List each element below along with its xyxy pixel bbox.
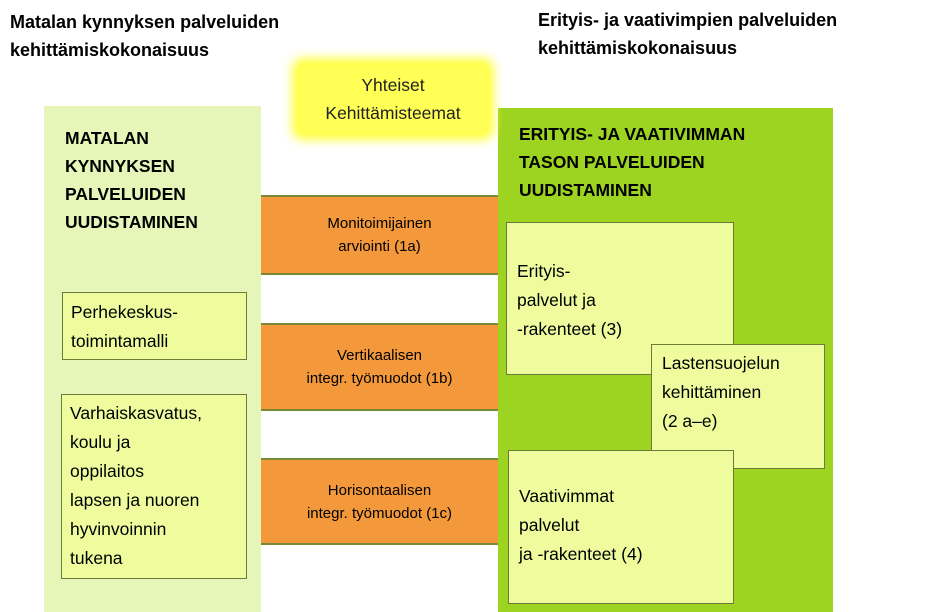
box-text-line: hyvinvoinnin [70, 519, 167, 539]
left-heading-line-1: Matalan kynnyksen palveluiden [10, 12, 280, 32]
band-text-line: arviointi (1a) [338, 238, 421, 255]
left-section-heading [10, 8, 430, 64]
common-themes-line-1: Yhteiset [361, 75, 425, 95]
early-education-box [61, 394, 247, 579]
left-title-line: PALVELUIDEN [65, 184, 186, 204]
box-text-line: Varhaiskasvatus, [70, 403, 202, 423]
box-text-line: oppilaitos [70, 461, 144, 481]
left-heading-line-2: kehittämiskokonaisuus [10, 40, 210, 60]
box-text-line: Lastensuojelun [662, 353, 780, 373]
left-title-line: UUDISTAMINEN [65, 212, 198, 232]
band-text-line: integr. työmuodot (1c) [306, 504, 453, 522]
right-heading-line-2: kehittämiskokonaisuus [538, 38, 738, 58]
box-text-line: -rakenteet (3) [517, 319, 623, 339]
box-text-line: ja -rakenteet (4) [519, 544, 643, 564]
right-title-line: TASON PALVELUIDEN [519, 152, 705, 172]
left-title-line: MATALAN [65, 128, 149, 148]
band-text-line: Monitoimijainen [327, 215, 432, 232]
band-horizontal-integration [261, 458, 498, 545]
left-panel-title [65, 124, 255, 236]
box-text-line: (2 a–e) [662, 411, 718, 431]
box-text-line: Vaativimmat [519, 486, 614, 506]
box-text-line: tukena [70, 548, 123, 568]
right-title-line: UUDISTAMINEN [519, 180, 652, 200]
box-text-line: koulu ja [70, 432, 131, 452]
right-title-line: ERITYIS- JA VAATIVIMMAN [519, 124, 746, 144]
band-text-line: Horisontaalisen [327, 481, 432, 499]
box-text-line: Perhekeskus- [71, 302, 178, 322]
band-text-line: integr. työmuodot (1b) [306, 370, 453, 387]
box-text-line: toimintamalli [71, 331, 169, 351]
box-text-line: kehittäminen [662, 382, 762, 402]
most-demanding-services-box [508, 450, 734, 604]
band-vertical-integration [261, 323, 498, 411]
right-heading-line-1: Erityis- ja vaativimpien palveluiden [538, 10, 838, 30]
common-themes-line-2: Kehittämisteemat [325, 103, 461, 123]
right-section-heading [538, 6, 923, 62]
box-text-line: lapsen ja nuoren [70, 490, 200, 510]
box-text-line: Erityis- [517, 261, 571, 281]
family-center-box [62, 292, 247, 360]
box-text-line: palvelut ja [517, 290, 596, 310]
common-themes-label [300, 66, 486, 132]
right-panel-title [519, 120, 829, 204]
left-title-line: KYNNYKSEN [65, 156, 175, 176]
box-text-line: palvelut [519, 515, 580, 535]
band-text-line: Vertikaalisen [336, 347, 423, 364]
band-multi-agency-assessment [261, 195, 498, 275]
